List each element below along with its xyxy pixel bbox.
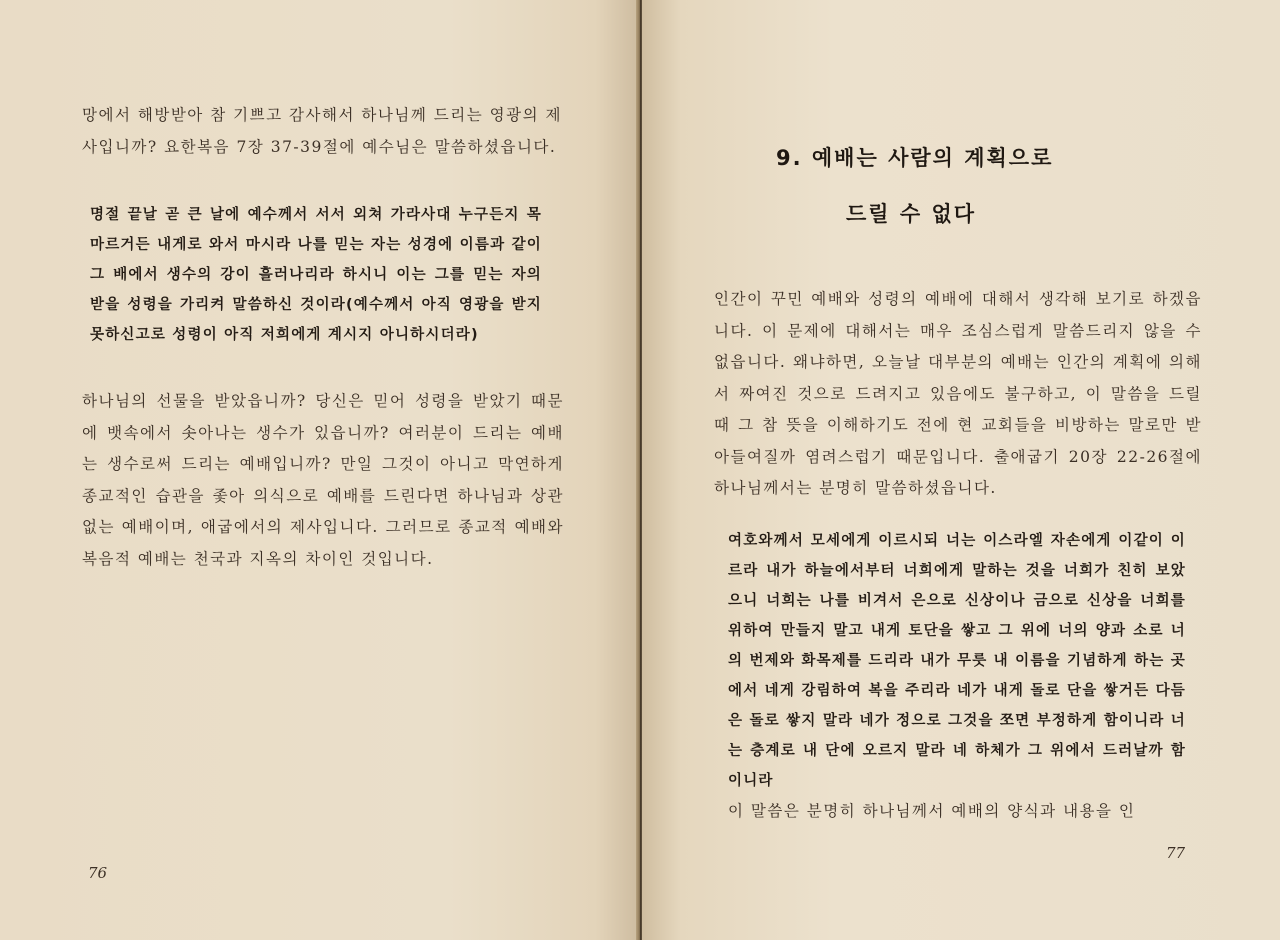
right-page	[642, 0, 1280, 940]
right-paragraph-1: 인간이 꾸민 예배와 성령의 예배에 대해서 생각해 보기로 하겠읍니다. 이 문제에 대해서는 매우 조심스럽게 말씀드리지 않을 수 없읍니다. 왜냐하면, 오늘날 대부분의 예배는 인간의 계획에 의해서 짜여진 것으로 드려지고 있음에도 불구하고, 이 말씀을 드릴 때 그 참 뜻을 이해하기도 전에 현 교회들을 비방하는 말로만 받아들여질까 염려스럽기 때문입니다. 출애굽기 20장 22-26절에 하나님께서는 분명히 말씀하셨읍니다.	[714, 290, 1202, 497]
right-page-number: 77	[1166, 844, 1186, 862]
left-paragraph-2: 하나님의 선물을 받았읍니까? 당신은 믿어 성령을 받았기 때문에 뱃속에서 솟아나는 생수가 있읍니까? 여러분이 드리는 예배는 생수로써 드리는 예배입니까? 만일 그것이 아니고 막연하게 종교적인 습관을 좇아 의식으로 예배를 드린다면 하나님과 상관없는 예배이며, 애굽에서의 제사입니다. 그러므로 종교적 예배와 복음적 예배는 천국과 지옥의 차이인 것입니다.	[82, 392, 564, 568]
chapter-title-line-1: 9. 예배는 사람의 계획으로	[776, 146, 1054, 170]
left-paragraph-1: 망에서 해방받아 참 기쁘고 감사해서 하나님께 드리는 영광의 제사입니까? 요한복음 7장 37-39절에 예수님은 말씀하셨읍니다.	[82, 106, 562, 156]
chapter-title-line-2: 드릴 수 없다	[846, 202, 977, 226]
right-paragraph-2: 이 말씀은 분명히 하나님께서 예배의 양식과 내용을 인	[728, 802, 1136, 820]
left-page-number: 76	[88, 864, 108, 882]
right-scripture-quote: 여호와께서 모세에게 이르시되 너는 이스라엘 자손에게 이같이 이르라 내가 하늘에서부터 너희에게 말하는 것을 너희가 친히 보았으니 너희는 나를 비겨서 은으로 신상이나 금으로 신상을 너희를 위하여 만들지 말고 내게 토단을 쌓고 그 위에 너의 양과 소로 너의 번제와 화목제를 드리라 내가 무릇 내 이름을 기념하게 하는 곳에서 네게 강림하여 복을 주리라 네가 내게 돌로 단을 쌓거든 다듬은 돌로 쌓지 말라 네가 정으로 그것을 쪼면 부정하게 함이니라 너는 층계로 내 단에 오르지 말라 네 하체가 그 위에서 드러날까 함이니라	[728, 533, 1186, 789]
left-scripture-quote: 명절 끝날 곧 큰 날에 예수께서 서서 외쳐 가라사대 누구든지 목마르거든 내게로 와서 마시라 나를 믿는 자는 성경에 이름과 같이 그 배에서 생수의 강이 흘러나리라 하시니 이는 그를 믿는 자의 받을 성령을 가리켜 말씀하신 것이라(예수께서 아직 영광을 받지 못하신고로 성령이 아직 저희에게 계시지 아니하시더라)	[90, 207, 542, 343]
